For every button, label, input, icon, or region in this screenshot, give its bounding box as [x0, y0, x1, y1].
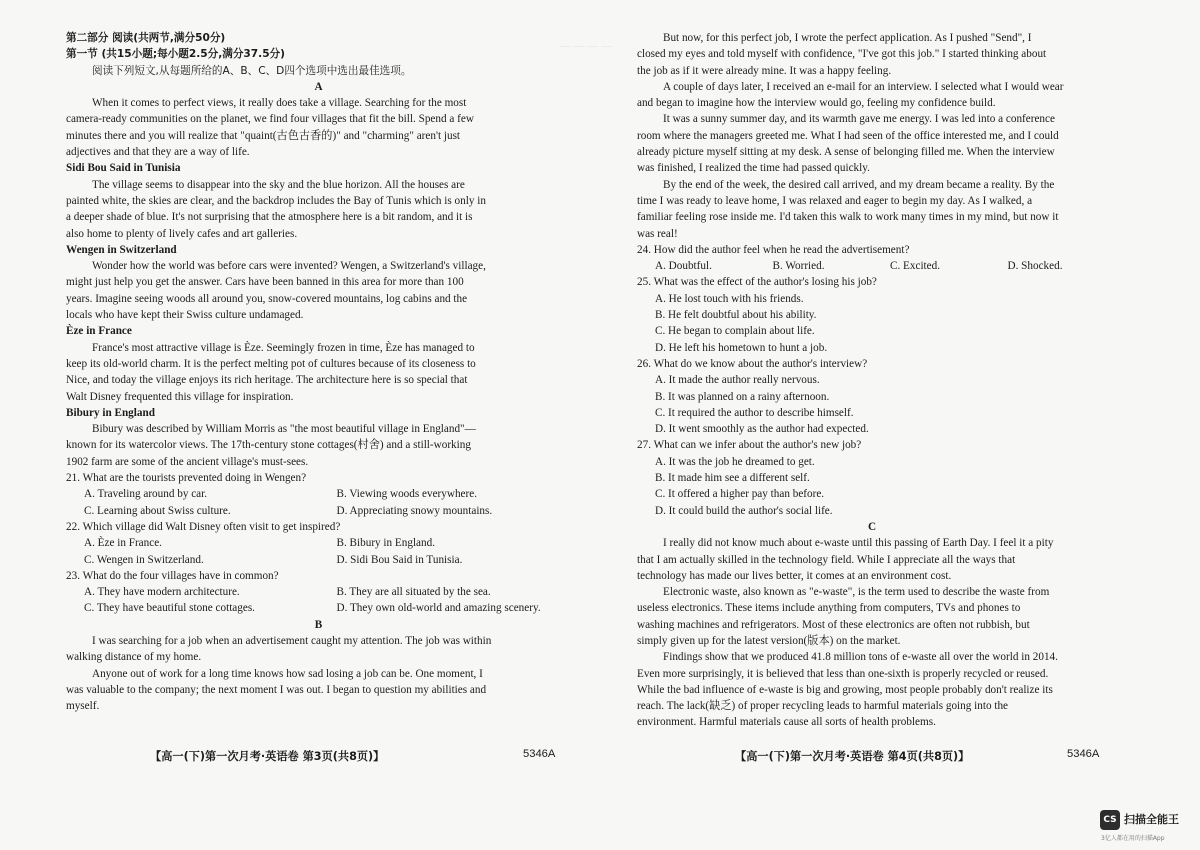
q24-option-d: D. Shocked.	[1007, 260, 1063, 273]
passage-a-label: A	[314, 80, 323, 93]
bleed-through-text: — — — —	[560, 40, 613, 52]
passage-b-paragraph-3	[637, 30, 1107, 79]
q21-option-a: A. Traveling around by car.	[84, 488, 208, 501]
q22-option-d: D. Sidi Bou Said in Tunisia.	[336, 553, 463, 566]
wengen-paragraph	[66, 258, 571, 323]
q27-option-b: B. It made him see a different self.	[655, 472, 810, 485]
text-line: already picture myself sitting at my desk. A sense of belonging filled me. When the interview	[637, 146, 1055, 159]
q27-option-c: C. It offered a higher pay than before.	[655, 488, 825, 501]
intro-paragraph	[66, 95, 571, 160]
q25-option-d: D. He left his hometown to hunt a job.	[655, 341, 828, 354]
text-line: myself.	[66, 700, 100, 713]
text-line: room where the managers greeted me. What I had seen of the office interested me, and I could	[637, 129, 1059, 142]
eze-paragraph	[66, 340, 571, 405]
text-line: minutes there and you will realize that "quaint(古色古香的)" and "charming" aren't just	[66, 129, 461, 142]
text-line: camera-ready communities on the planet, we find four villages that fit the bill. Spend a few	[66, 113, 474, 126]
left-footer-title: 【高一(下)第一次月考·英语卷 第3页(共8页)】	[150, 750, 385, 763]
text-line: Findings show that we produced 41.8 million tons of e-waste all over the world in 2014.	[663, 651, 1058, 664]
text-line: While the bad influence of e-waste is big and growing, most people probably don't realize its	[637, 683, 1053, 696]
text-line: A couple of days later, I received an e-mail for an interview. I selected what I would wear	[663, 80, 1064, 93]
text-line: environment. Harmful materials cause all sorts of health problems.	[637, 716, 936, 729]
right-page-footer	[735, 748, 1100, 764]
text-line: simply given up for the latest version(版本) on the market.	[637, 634, 901, 647]
text-line: keep its old-world charm. It is the perfect melting pot of cultures because of its closeness to	[66, 357, 476, 370]
text-line: closed my eyes and told myself with confidence, "I've got this job." I started thinking about	[637, 48, 1047, 61]
passage-b-paragraph-2	[66, 666, 571, 715]
passage-c-paragraph-2	[637, 584, 1107, 649]
text-line: known for its watercolor views. The 17th-century stone cottages(村舍) and a still-working	[66, 439, 471, 452]
left-footer-code: 5346A	[523, 748, 556, 760]
q25-option-b: B. He felt doubtful about his ability.	[655, 309, 817, 322]
left-page	[66, 30, 571, 714]
subheading-tunisia: Sidi Bou Said in Tunisia	[66, 162, 181, 175]
q26-option-d: D. It went smoothly as the author had expected.	[655, 423, 869, 436]
right-footer-code: 5346A	[1067, 748, 1100, 760]
q26-option-b: B. It was planned on a rainy afternoon.	[655, 390, 830, 403]
right-footer-title: 【高一(下)第一次月考·英语卷 第4页(共8页)】	[735, 750, 970, 763]
q26-option-a: A. It made the author really nervous.	[655, 374, 820, 387]
text-line: useless electronics. These items include anything from computers, TVs and phones to	[637, 602, 1021, 615]
text-line: Wonder how the world was before cars were invented? Wengen, a Switzerland's village,	[92, 260, 486, 273]
passage-c-paragraph-3	[637, 649, 1107, 730]
text-line: It was a sunny summer day, and its warmth gave me energy. I was led into a conference	[663, 113, 1055, 126]
text-line: By the end of the week, the desired call arrived, and my dream became a reality. By the	[663, 178, 1055, 191]
bibury-paragraph	[66, 421, 571, 470]
text-line: was finished, I realized the time had passed quickly.	[637, 162, 870, 175]
text-line: adjectives and that they are a way of life.	[66, 146, 250, 159]
text-line: I was searching for a job when an advertisement caught my attention. The job was within	[92, 634, 492, 647]
passage-b-paragraph-6	[637, 177, 1107, 242]
part-title: 第二部分 阅读(共两节,满分50分)	[66, 32, 226, 44]
text-line: also home to plenty of lively cafes and art galleries.	[66, 227, 298, 240]
camscanner-watermark	[1100, 808, 1196, 846]
q23-option-a: A. They have modern architecture.	[84, 586, 240, 599]
q23-option-d: D. They own old-world and amazing scenery.	[336, 602, 541, 615]
text-line: The village seems to disappear into the sky and the blue horizon. All the houses are	[92, 178, 465, 191]
q27-option-a: A. It was the job he dreamed to get.	[655, 455, 815, 468]
text-line: I really did not know much about e-waste until this passing of Earth Day. I feel it a pity	[663, 537, 1054, 550]
text-line: locals who have kept their Swiss culture undamaged.	[66, 309, 304, 322]
text-line: a deeper shade of blue. It's not surprising that the atmosphere here is a bit random, and it is	[66, 211, 473, 224]
passage-b-paragraph-5	[637, 111, 1107, 176]
question-22: 22. Which village did Walt Disney often visit to get inspired?	[66, 520, 341, 533]
text-line: that I am actually skilled in the technology field. While I appreciate all the ways that	[637, 553, 1016, 566]
text-line: technology has made our lives better, it comes at an environment cost.	[637, 569, 952, 582]
text-line: France's most attractive village is Èze. Seemingly frozen in time, Èze has managed to	[92, 341, 475, 354]
q22-option-c: C. Wengen in Switzerland.	[84, 553, 204, 566]
left-page-footer	[150, 748, 556, 764]
q21-options-row-2	[66, 503, 571, 519]
camscanner-logo-icon: CS	[1100, 810, 1120, 830]
right-page	[637, 30, 1107, 731]
passage-c-paragraph-1	[637, 535, 1107, 584]
subheading-england: Bibury in England	[66, 406, 155, 419]
q24-options-row	[637, 258, 1107, 274]
text-line: years. Imagine seeing woods all around you, snow-covered mountains, log cabins and the	[66, 292, 468, 305]
tunisia-paragraph	[66, 177, 571, 242]
question-24: 24. How did the author feel when he read the advertisement?	[637, 243, 910, 256]
q25-option-a: A. He lost touch with his friends.	[655, 292, 804, 305]
text-line: time I was ready to leave home, I was relaxed and eager to begin my day. As I walked, a	[637, 194, 1033, 207]
subheading-france: Èze in France	[66, 325, 132, 338]
camscanner-tagline: 3亿人都在用的扫描App	[1101, 835, 1165, 842]
text-line: might just help you get the answer. Cars have been banned in this area for more than 100	[66, 276, 464, 289]
text-line: 1902 farm are some of the ancient village's must-sees.	[66, 455, 309, 468]
text-line: and began to imagine how the interview would go, feeling my confidence build.	[637, 97, 996, 110]
text-line: Electronic waste, also known as "e-waste", is the term used to describe the waste from	[663, 586, 1050, 599]
q21-options-row-1	[66, 486, 571, 502]
text-line: But now, for this perfect job, I wrote the perfect application. As I pushed "Send", I	[663, 32, 1032, 44]
passage-b-paragraph-4	[637, 79, 1107, 112]
text-line: Even more surprisingly, it is believed that less than one-sixth is properly recycled or reused.	[637, 667, 1049, 680]
text-line: Walt Disney frequented this village for inspiration.	[66, 390, 294, 403]
instruction: 阅读下列短文,从每题所给的A、B、C、D四个选项中选出最佳选项。	[92, 64, 412, 77]
text-line: washing machines and refrigerators. Most of these electronics are often not rubbish, but	[637, 618, 1030, 631]
q27-option-d: D. It could build the author's social life.	[655, 504, 833, 517]
text-line: When it comes to perfect views, it really does take a village. Searching for the most	[92, 97, 467, 110]
q22-option-b: B. Bibury in England.	[336, 537, 436, 550]
q21-option-c: C. Learning about Swiss culture.	[84, 504, 231, 517]
section-title: 第一节 (共15小题;每小题2.5分,满分37.5分)	[66, 48, 285, 61]
question-25: 25. What was the effect of the author's losing his job?	[637, 276, 877, 289]
text-line: was real!	[637, 227, 678, 240]
question-21: 21. What are the tourists prevented doing in Wengen?	[66, 472, 307, 485]
q22-options-row-2	[66, 552, 571, 568]
question-26: 26. What do we know about the author's interview?	[637, 357, 868, 370]
q21-option-b: B. Viewing woods everywhere.	[336, 488, 477, 501]
q24-option-b: B. Worried.	[772, 260, 825, 273]
subheading-switzerland: Wengen in Switzerland	[66, 243, 177, 256]
passage-b-paragraph-1	[66, 633, 571, 666]
q25-option-c: C. He began to complain about life.	[655, 325, 815, 338]
camscanner-name: 扫描全能王	[1124, 813, 1179, 826]
q22-options-row-1	[66, 535, 571, 551]
question-23: 23. What do the four villages have in common?	[66, 569, 279, 582]
text-line: painted white, the skies are clear, and the backdrop includes the Bay of Tunis which is only in	[66, 194, 486, 207]
q23-option-b: B. They are all situated by the sea.	[336, 586, 491, 599]
q23-options-row-1	[66, 584, 571, 600]
text-line: familiar feeling rose inside me. I'd taken this walk to work many times in my mind, but now it	[637, 211, 1059, 224]
text-line: reach. The lack(缺乏) of proper recycling leads to harmful materials going into the	[637, 700, 1009, 713]
q21-option-d: D. Appreciating snowy mountains.	[336, 504, 493, 517]
q22-option-a: A. Èze in France.	[84, 537, 162, 550]
q23-option-c: C. They have beautiful stone cottages.	[84, 602, 255, 615]
text-line: Nice, and today the village enjoys its rich heritage. The architecture here is so special that	[66, 374, 468, 387]
passage-c-label: C	[867, 520, 877, 533]
text-line: the job as if it were already mine. It was a happy feeling.	[637, 64, 892, 77]
q24-option-a: A. Doubtful.	[655, 260, 712, 273]
text-line: walking distance of my home.	[66, 651, 202, 664]
text-line: Anyone out of work for a long time knows how sad losing a job can be. One moment, I	[92, 667, 483, 680]
q26-option-c: C. It required the author to describe himself.	[655, 406, 854, 419]
question-27: 27. What can we infer about the author's new job?	[637, 439, 862, 452]
passage-b-label: B	[314, 618, 323, 631]
text-line: was valuable to the company; the next moment I was out. I began to question my abilities and	[66, 683, 487, 696]
q23-options-row-2	[66, 600, 571, 616]
text-line: Bibury was described by William Morris as "the most beautiful village in England"—	[92, 423, 476, 436]
q24-option-c: C. Excited.	[890, 260, 941, 273]
